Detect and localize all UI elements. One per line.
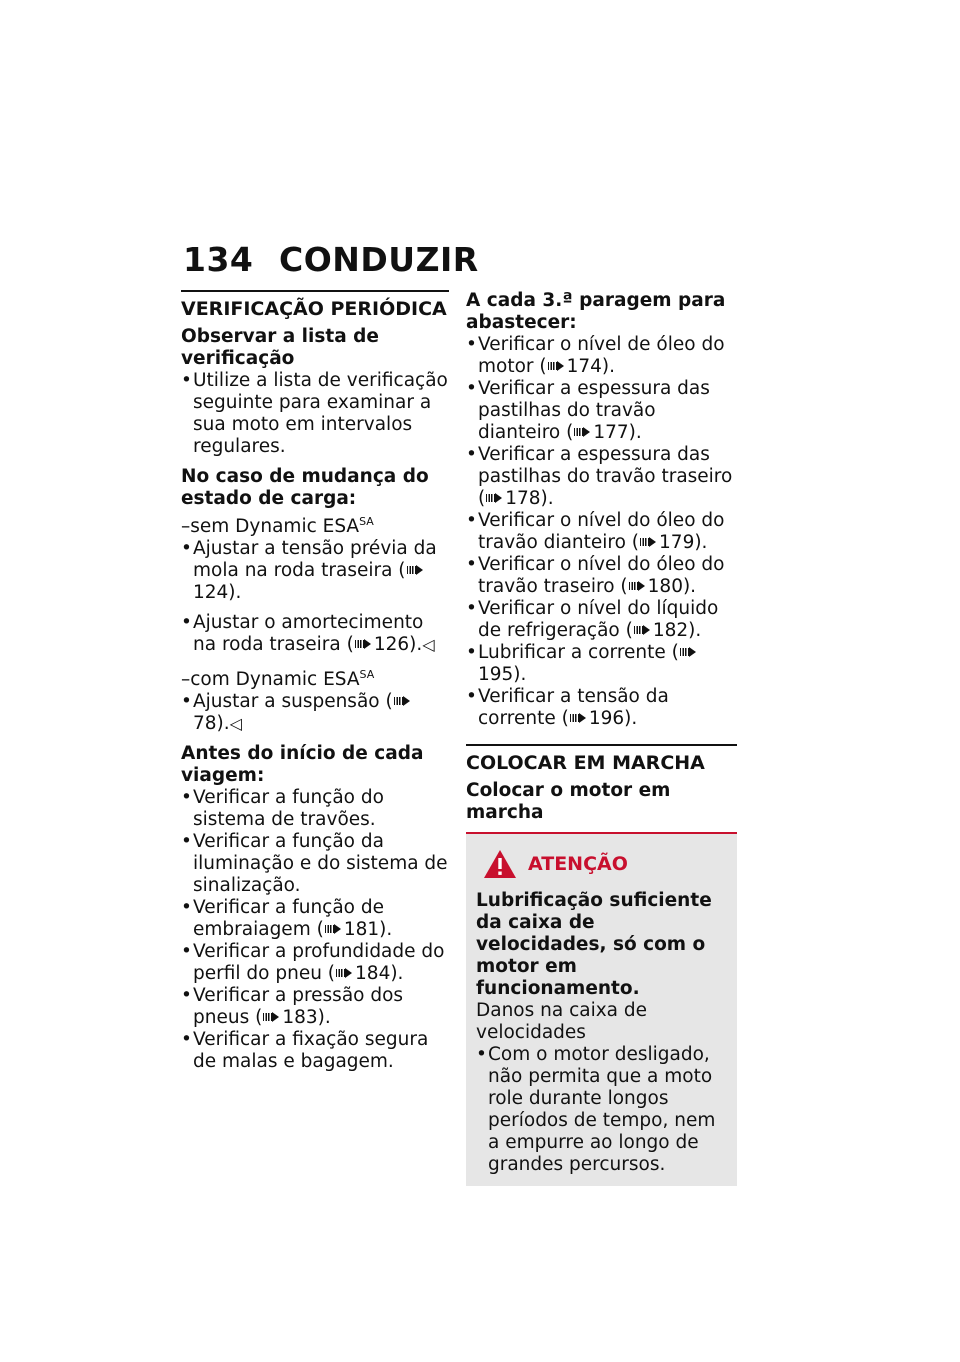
list-item: • Com o motor desligado, não permita que a moto role durante longos períodos de tempo, nem a empurre ao longo de grandes percursos. <box>476 1044 729 1176</box>
list-item: • Utilize a lista de verificação seguinte para examinar a sua moto em intervalos regulares. <box>181 370 449 458</box>
list-paragem <box>466 334 737 730</box>
subheading-paragem: A cada 3.ª paragem para abastecer: <box>466 290 726 333</box>
page-reference-arrow-icon <box>574 427 591 437</box>
list-item: • Verificar a tensão da corrente ( 196). <box>466 686 737 730</box>
page-reference-arrow-icon <box>680 647 697 657</box>
page-reference-arrow-icon <box>355 639 372 649</box>
page-reference-arrow-icon <box>640 537 657 547</box>
section-title-verificacao: VERIFICAÇÃO PERIÓDICA <box>181 298 447 320</box>
subheading-lista: Observar a lista de verificação <box>181 326 379 369</box>
page-reference-arrow-icon <box>325 924 342 934</box>
page-reference-arrow-icon <box>407 565 424 575</box>
warning-bold-text: Lubrificação suficiente da caixa de velocidades, só com o motor em funcionamento. <box>476 890 712 999</box>
list-item: • Verificar o nível do líquido de refrigeração ( 182). <box>466 598 737 642</box>
sa-superscript: SA <box>359 515 374 528</box>
right-column <box>466 290 737 1186</box>
list-item: • Verificar a função de embraiagem ( 181). <box>181 897 449 941</box>
list-item: • Verificar a fixação segura de malas e bagagem. <box>181 1029 449 1073</box>
list-item: • Verificar a função da iluminação e do sistema de sinalização. <box>181 831 449 897</box>
page-reference-arrow-icon <box>263 1012 280 1022</box>
page-number: 134 <box>183 240 254 279</box>
list-com-esa <box>181 691 449 735</box>
warning-text: Danos na caixa de velocidades <box>476 1000 648 1043</box>
list-item: • Ajustar a tensão prévia da mola na roda traseira (124). <box>181 538 449 604</box>
warning-triangle-icon <box>482 848 518 880</box>
warning-box <box>466 832 737 1186</box>
list-item: • Ajustar a suspensão (78).◁ <box>181 691 449 735</box>
page-reference-arrow-icon <box>486 493 503 503</box>
list-item: • Lubrificar a corrente (195). <box>466 642 737 686</box>
list-item: • Verificar a pressão dos pneus ( 183). <box>181 985 449 1029</box>
sa-superscript: SA <box>359 668 375 681</box>
subheading-inicio-viagem: Antes do início de cada viagem: <box>181 743 424 786</box>
page-reference-arrow-icon <box>570 713 587 723</box>
list-item: • Verificar a função do sistema de travões. <box>181 787 449 831</box>
list-sem-esa <box>181 538 449 656</box>
list-item: • Verificar o nível do óleo do travão traseiro ( 180). <box>466 554 737 598</box>
page-reference-arrow-icon <box>629 581 646 591</box>
section-rule <box>466 744 737 746</box>
list-item: • Verificar a espessura das pastilhas do travão traseiro ( 178). <box>466 444 737 510</box>
page-header <box>183 240 479 279</box>
list-item: • Verificar o nível de óleo do motor ( 174). <box>466 334 737 378</box>
left-column <box>181 290 449 1073</box>
section-title-colocar-marcha: COLOCAR EM MARCHA <box>466 752 705 774</box>
condition-com-esa: –com Dynamic $ESA^{SA}$ <box>181 668 375 690</box>
warning-list <box>476 1044 729 1176</box>
warning-header <box>476 848 729 880</box>
subheading-motor-marcha: Colocar o motor em marcha <box>466 780 671 823</box>
end-of-section-mark: ◁ <box>229 714 242 733</box>
subheading-estado-carga: No caso de mudança do estado de carga: <box>181 466 429 509</box>
list-item: • Verificar o nível do óleo do travão dianteiro ( 179). <box>466 510 737 554</box>
list-item: • Verificar a profundidade do perfil do pneu ( 184). <box>181 941 449 985</box>
page-reference-arrow-icon <box>336 968 353 978</box>
chapter-title: CONDUZIR <box>279 240 479 279</box>
list-item: • Verificar a espessura das pastilhas do travão dianteiro ( 177). <box>466 378 737 444</box>
list-inicio-viagem <box>181 787 449 1073</box>
list-lista <box>181 370 449 458</box>
page-reference-arrow-icon <box>548 361 565 371</box>
condition-sem-esa: –sem Dynamic $ESA^{SA}$ <box>181 515 374 537</box>
page-reference-arrow-icon <box>394 696 411 706</box>
warning-title: ATENÇÃO <box>528 853 628 875</box>
page-reference-arrow-icon <box>634 625 651 635</box>
section-rule <box>181 290 449 292</box>
list-item: • Ajustar o amortecimento na roda traseira ( 126).◁ <box>181 612 449 656</box>
end-of-section-mark: ◁ <box>422 635 435 654</box>
